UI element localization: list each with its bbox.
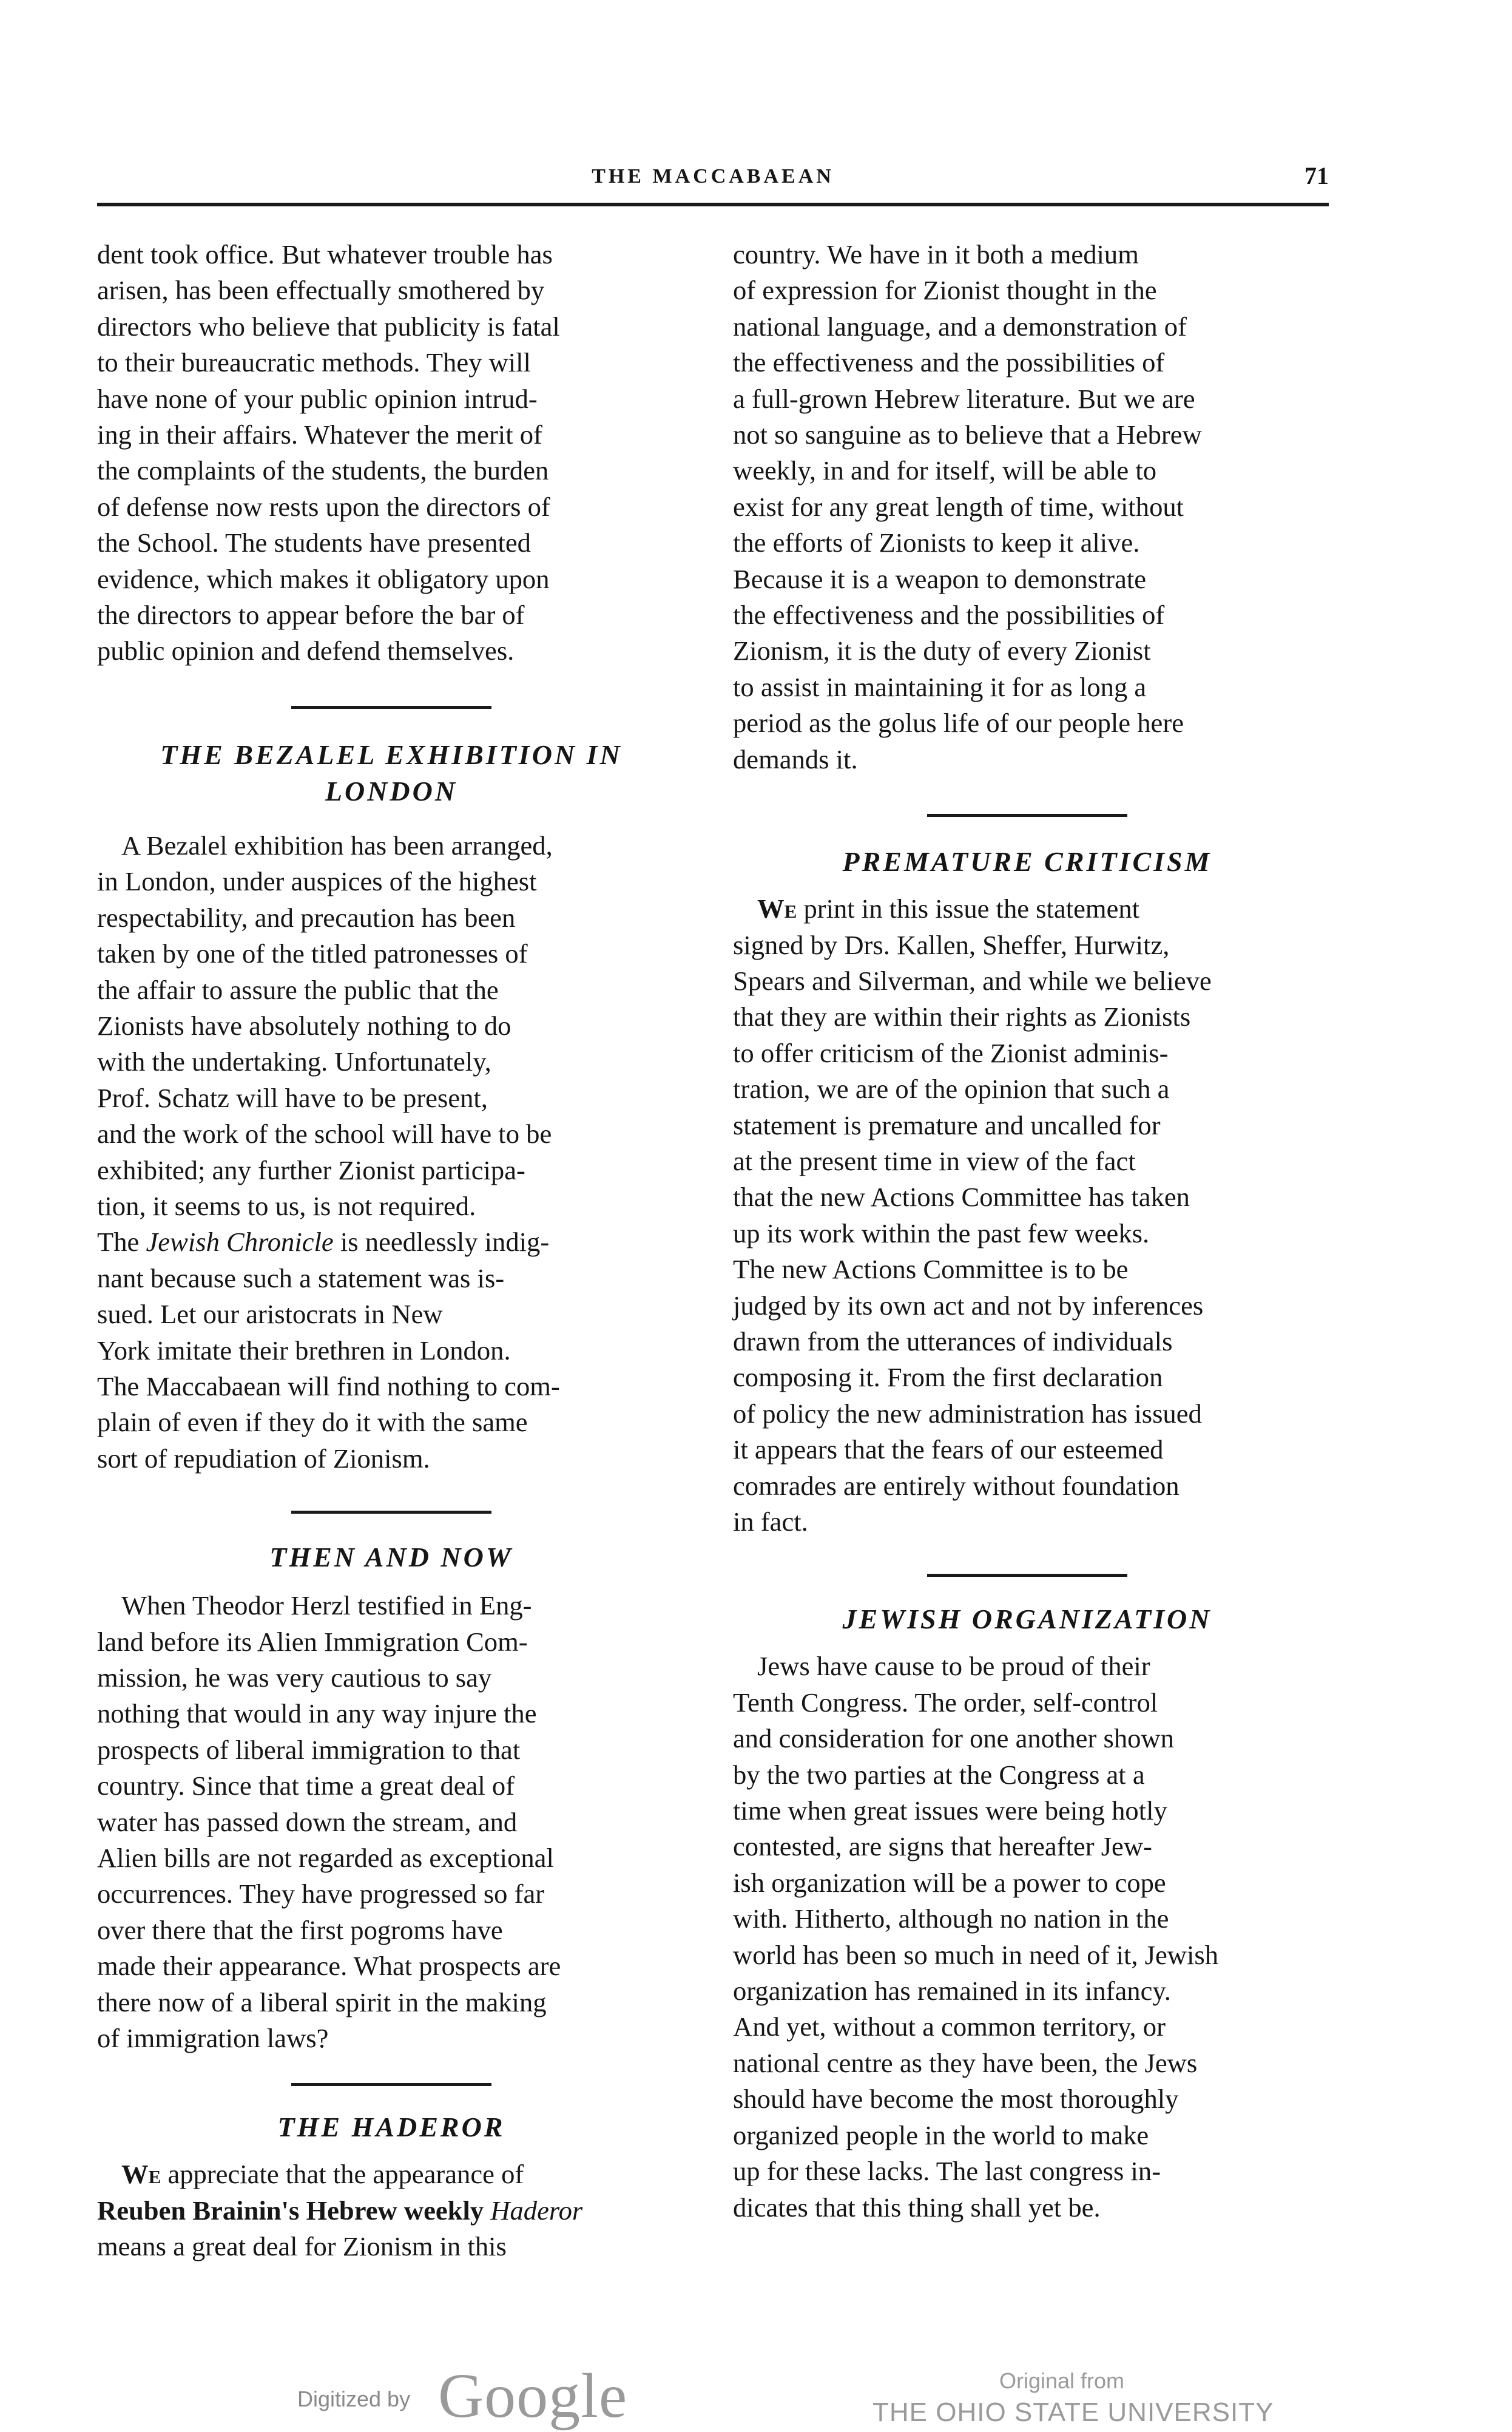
section-title-jewish-organization: JEWISH ORGANIZATION (842, 1604, 1212, 1635)
publication-title: Haderor (490, 2195, 583, 2226)
running-title: THE MACCABAEAN (592, 165, 834, 188)
original-from-label: Original from (999, 2368, 1125, 2393)
bezalel-paragraph: A Bezalel exhibition has been arranged, in London, under auspices of the highest respectability, and precaution has been taken by one of the titled patronesses of the affair to assure the public that the Zionists have absolutely nothing to do with the undertaking. Unfortunately, Prof. Schatz will have to be present, and the work of the school will have to be exhibited; any further Zionist participa- tion, it seems to us, is not required. The Jewish Chronicle is needlessly indig- nant because such a statement was is- sued. Let our aristocrats in New York imitate their brethren in London. The Maccabaean will find nothing to com- plain of even if they do it with the same sort of repudiation of Zionism. (97, 830, 560, 1474)
university-label: THE OHIO STATE UNIVERSITY (872, 2397, 1274, 2427)
section-title-then-and-now: THEN AND NOW (269, 1542, 513, 1573)
section-title-haderor: THE HADEROR (277, 2112, 505, 2143)
page-number: 71 (1304, 162, 1329, 189)
digitization-footer (0, 2349, 1512, 2431)
section-title-bezalel: THE BEZALEL EXHIBITION IN LONDON (160, 739, 623, 807)
premature-criticism-paragraph: We print in this issue the statement signed by Drs. Kallen, Sheffer, Hurwitz, Spears and Silverman, and while we believe that they are within their rights as Zionists to offer criticism of the Zionist adminis- tration, we are of the opinion that such a statement is premature and uncalled for at the present time in view of the fact that the new Actions Committee has taken up its work within the past few weeks. The new Actions Committee is to be judged by its own act and not by inferences drawn from the utterances of individuals composing it. From the first declaration of policy the new administration has issued it appears that the fears of our esteemed comrades are entirely without foundation in fact. (733, 893, 1212, 1537)
haderor-continued-paragraph: country. We have in it both a medium of expression for Zionist thought in the national language, and a demonstration of the effectiveness and the possibilities of a full-grown Hebrew literature. But we are not so sanguine as to believe that a Hebrew weekly, in and for itself, will be able to exist for any great length of time, without the efforts of Zionists to keep it alive. Because it is a weapon to demonstrate the effectiveness and the possibilities of Zionism, it is the duty of every Zionist to assist in maintaining it for as long a period as the golus life of our people here demands it. (733, 239, 1202, 774)
google-logo: Google (438, 2361, 628, 2431)
digitized-by-label: Digitized by (297, 2386, 411, 2411)
left-column (97, 237, 686, 2265)
haderor-paragraph: We appreciate that the appearance of Reuben Brainin's Hebrew weekly Haderor means a great deal for Zionism in this (97, 2159, 583, 2262)
section-title-premature-criticism: PREMATURE CRITICISM (842, 846, 1212, 878)
jewish-organization-paragraph: Jews have cause to be proud of their Tenth Congress. The order, self-control and consideration for one another shown by the two parties at the Congress at a time when great issues were being hotly contested, are signs that hereafter Jew- ish organization will be a power to cope with. Hitherto, although no nation in the world has been so much in need of it, Jewish organization has remained in its infancy. And yet, without a common territory, or national centre as they have been, the Jews should have become the most thoroughly organized people in the world to make up for these lacks. The last congress in- dicates that this thing shall yet be. (733, 1651, 1219, 2223)
continued-paragraph: dent took office. But whatever trouble has arisen, has been effectually smothered by directors who believe that publicity is fatal to their bureaucratic methods. They will have none of your public opinion intrud- ing in their affairs. Whatever the merit of the complaints of the students, the burden of defense now rests upon the directors of the School. The students have presented evidence, which makes it obligatory upon the directors to appear before the bar of public opinion and defend themselves. (97, 239, 560, 666)
publication-title: Jewish Chronicle (146, 1227, 334, 1258)
then-and-now-paragraph: When Theodor Herzl testified in Eng- land before its Alien Immigration Com- mission, he was very cautious to say nothing that would in any way injure the prospects of liberal immigration to that country. Since that time a great deal of water has passed down the stream, and Alien bills are not regarded as exceptional occurrences. They have progressed so far over there that the first pogroms have made their appearance. What prospects are there now of a liberal spirit in the making of immigration laws? (97, 1590, 561, 2054)
right-column (733, 237, 1321, 2226)
header-rule (97, 203, 1329, 206)
running-header (97, 162, 1329, 208)
